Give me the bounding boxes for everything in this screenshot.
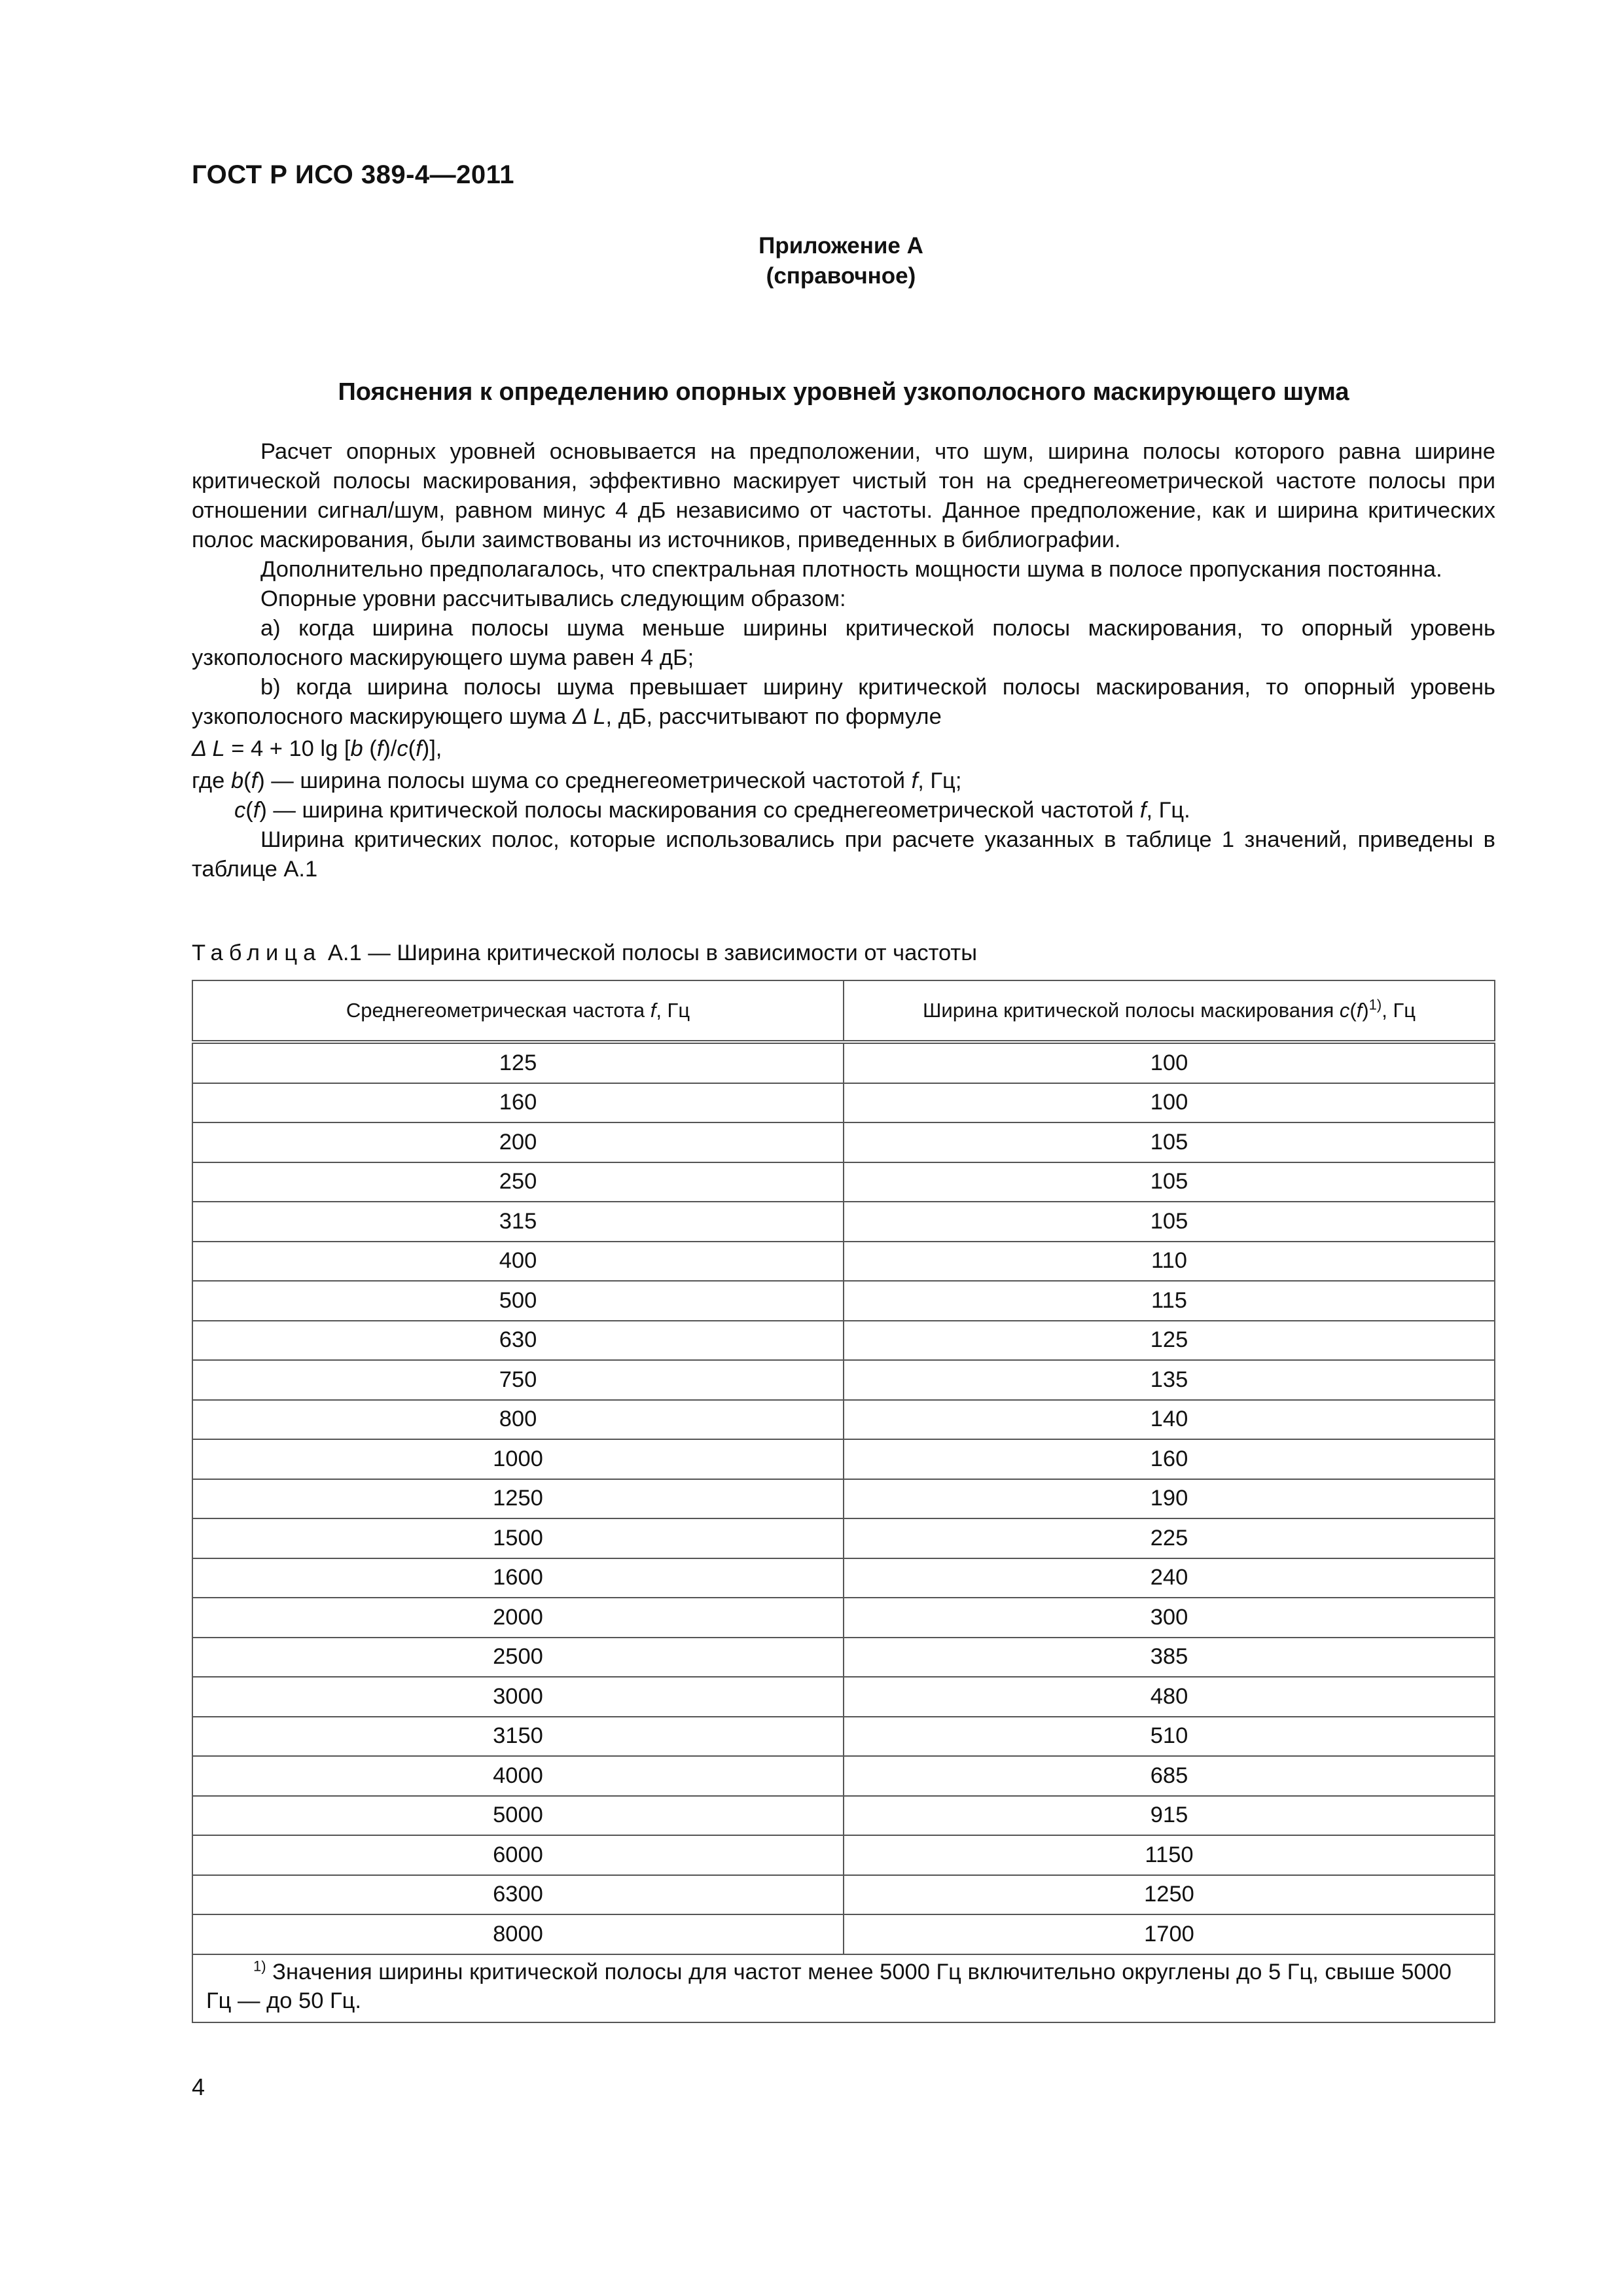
table-row xyxy=(192,1638,1495,1677)
cell-frequency: 500 xyxy=(192,1281,844,1321)
cell-bandwidth: 510 xyxy=(844,1717,1495,1757)
cell-bandwidth: 300 xyxy=(844,1598,1495,1638)
cell-bandwidth: 1700 xyxy=(844,1914,1495,1954)
table-row xyxy=(192,1717,1495,1757)
formula-f2: f xyxy=(416,736,422,761)
list-item-b xyxy=(192,673,1495,732)
table-caption-word: Таблица xyxy=(192,941,322,965)
annex-title: Приложение А xyxy=(758,233,923,259)
header-bandwidth-open: ( xyxy=(1349,999,1357,1022)
cell-bandwidth: 125 xyxy=(844,1321,1495,1361)
cell-frequency: 3000 xyxy=(192,1677,844,1717)
table-caption xyxy=(192,939,977,968)
body-text xyxy=(192,437,1495,884)
where1-b: b xyxy=(230,768,244,793)
table-row xyxy=(192,1400,1495,1440)
cell-frequency: 6300 xyxy=(192,1875,844,1915)
where1-open: ( xyxy=(243,768,251,793)
cell-frequency: 315 xyxy=(192,1202,844,1242)
annex-kind: (справочное) xyxy=(766,263,916,289)
cell-bandwidth: 480 xyxy=(844,1677,1495,1717)
document-code: ГОСТ Р ИСО 389-4—2011 xyxy=(192,160,514,189)
where-lead: где xyxy=(192,768,231,793)
list-item-a: а) когда ширина полосы шума меньше ширины критической полосы маскирования, то опорный уровень узкополосного маскирующего шума равен 4 дБ; xyxy=(192,616,1495,670)
table-row xyxy=(192,1558,1495,1598)
table-row xyxy=(192,1202,1495,1242)
footnote-mark: 1) xyxy=(253,1958,266,1974)
where2-tail1: ) — ширина критической полосы маскирования со среднегеометрической частотой xyxy=(259,798,1140,823)
footnote-text: Значения ширины критической полосы для частот менее 5000 Гц включительно округлены до 5 Гц, свыше 5000 Гц — до 50 Гц. xyxy=(206,1959,1452,2013)
paragraph-3: Опорные уровни рассчитывались следующим образом: xyxy=(260,586,846,611)
where2-open: ( xyxy=(245,798,253,823)
paragraph-1: Расчет опорных уровней основывается на предположении, что шум, ширина полосы которого равна ширине критической полосы маскирования, эффективно маскирует чистый тон на среднегеометрической частоте полосы при отношении сигнал/шум, равном минус 4 дБ независимо от частоты. Данное предположение, как и ширина критических полос маскирования, были заимствованы из источников, приведенных в библиографии. xyxy=(192,439,1495,552)
cell-bandwidth: 105 xyxy=(844,1162,1495,1202)
critical-band-table xyxy=(192,980,1495,2023)
cell-bandwidth: 1150 xyxy=(844,1835,1495,1875)
cell-frequency: 160 xyxy=(192,1083,844,1123)
cell-bandwidth: 115 xyxy=(844,1281,1495,1321)
table-row xyxy=(192,1756,1495,1796)
where-line-2 xyxy=(192,796,1495,825)
table-row xyxy=(192,1439,1495,1479)
cell-frequency: 8000 xyxy=(192,1914,844,1954)
header-bandwidth-close: ) xyxy=(1362,999,1369,1022)
table-row xyxy=(192,1677,1495,1717)
cell-frequency: 250 xyxy=(192,1162,844,1202)
formula-slash: )/ xyxy=(383,736,397,761)
table-row xyxy=(192,1242,1495,1282)
header-footnote-mark: 1) xyxy=(1368,996,1382,1013)
cell-frequency: 1500 xyxy=(192,1518,844,1558)
cell-bandwidth: 135 xyxy=(844,1360,1495,1400)
where2-f: f xyxy=(253,798,260,823)
header-frequency-unit: , Гц xyxy=(656,999,690,1022)
table-row xyxy=(192,1796,1495,1836)
table-body xyxy=(192,1042,1495,2022)
cell-frequency: 6000 xyxy=(192,1835,844,1875)
cell-bandwidth: 105 xyxy=(844,1122,1495,1162)
cell-frequency: 3150 xyxy=(192,1717,844,1757)
cell-bandwidth: 105 xyxy=(844,1202,1495,1242)
cell-frequency: 4000 xyxy=(192,1756,844,1796)
table-row xyxy=(192,1083,1495,1123)
cell-bandwidth: 240 xyxy=(844,1558,1495,1598)
where1-f: f xyxy=(251,768,258,793)
formula-eq: = 4 + 10 lg [ xyxy=(224,736,351,761)
cell-frequency: 1600 xyxy=(192,1558,844,1598)
where-line-1 xyxy=(192,766,1495,796)
table-row xyxy=(192,1042,1495,1083)
table-caption-rest: А.1 — Ширина критической полосы в зависимости от частоты xyxy=(321,941,978,965)
cell-bandwidth: 190 xyxy=(844,1479,1495,1519)
header-bandwidth-f: f xyxy=(1356,999,1363,1022)
formula-end: )], xyxy=(421,736,442,761)
where2-f2: f xyxy=(1139,798,1147,823)
table-row xyxy=(192,1518,1495,1558)
paragraph-2: Дополнительно предполагалось, что спектральная плотность мощности шума в полосе пропускания постоянна. xyxy=(260,557,1442,582)
cell-bandwidth: 915 xyxy=(844,1796,1495,1836)
paragraph-6: Ширина критических полос, которые использовались при расчете указанных в таблице 1 значений, приведены в таблице А.1 xyxy=(192,827,1495,882)
where1-tail1: ) — ширина полосы шума со среднегеометрической частотой xyxy=(257,768,912,793)
where2-c: c xyxy=(234,798,246,823)
table-row xyxy=(192,1360,1495,1400)
cell-frequency: 2000 xyxy=(192,1598,844,1638)
table-header-row xyxy=(192,980,1495,1042)
where2-tail2: , Гц. xyxy=(1146,798,1190,823)
cell-bandwidth: 100 xyxy=(844,1083,1495,1123)
formula-f1: f xyxy=(376,736,383,761)
cell-frequency: 800 xyxy=(192,1400,844,1440)
cell-bandwidth: 140 xyxy=(844,1400,1495,1440)
table-row xyxy=(192,1479,1495,1519)
table-footnote xyxy=(192,1954,1495,2022)
delta-l-symbol: Δ L xyxy=(572,704,606,729)
header-bandwidth xyxy=(844,980,1495,1042)
cell-bandwidth: 160 xyxy=(844,1439,1495,1479)
table-row xyxy=(192,1875,1495,1915)
cell-frequency: 1250 xyxy=(192,1479,844,1519)
formula-c: c xyxy=(397,736,408,761)
header-frequency-text: Среднегеометрическая частота xyxy=(346,999,651,1022)
table-row xyxy=(192,1835,1495,1875)
formula-b: b xyxy=(350,736,363,761)
cell-frequency: 750 xyxy=(192,1360,844,1400)
cell-bandwidth: 685 xyxy=(844,1756,1495,1796)
cell-frequency: 630 xyxy=(192,1321,844,1361)
where1-tail2: , Гц; xyxy=(918,768,962,793)
header-bandwidth-unit: , Гц xyxy=(1382,999,1416,1022)
cell-bandwidth: 225 xyxy=(844,1518,1495,1558)
formula-lhs: Δ L xyxy=(192,736,225,761)
cell-bandwidth: 110 xyxy=(844,1242,1495,1282)
cell-frequency: 5000 xyxy=(192,1796,844,1836)
cell-frequency: 1000 xyxy=(192,1439,844,1479)
formula: Δ L = 4 + 10 lg [b (f)/c(f)], xyxy=(192,736,442,761)
cell-frequency: 125 xyxy=(192,1042,844,1083)
table-footnote-row xyxy=(192,1954,1495,2022)
list-item-b-text-2: , дБ, рассчитывают по формуле xyxy=(605,704,942,729)
header-frequency xyxy=(192,980,844,1042)
cell-bandwidth: 385 xyxy=(844,1638,1495,1677)
table-row xyxy=(192,1914,1495,1954)
cell-bandwidth: 100 xyxy=(844,1042,1495,1083)
table-row xyxy=(192,1122,1495,1162)
cell-bandwidth: 1250 xyxy=(844,1875,1495,1915)
cell-frequency: 200 xyxy=(192,1122,844,1162)
where1-f2: f xyxy=(911,768,918,793)
page-number: 4 xyxy=(192,2073,205,2100)
table-row xyxy=(192,1598,1495,1638)
table-row xyxy=(192,1321,1495,1361)
header-frequency-var: f xyxy=(650,999,656,1022)
list-item-b-text-1: b) когда ширина полосы шума превышает ширину критической полосы маскирования, то опорный уровень узкополосного маскирующего шума xyxy=(192,675,1495,729)
table-row xyxy=(192,1281,1495,1321)
header-bandwidth-var: c xyxy=(1339,999,1350,1022)
table-row xyxy=(192,1162,1495,1202)
cell-frequency: 2500 xyxy=(192,1638,844,1677)
header-bandwidth-text: Ширина критической полосы маскирования xyxy=(922,999,1340,1022)
cell-frequency: 400 xyxy=(192,1242,844,1282)
section-title: Пояснения к определению опорных уровней узкополосного маскирующего шума xyxy=(338,378,1349,406)
